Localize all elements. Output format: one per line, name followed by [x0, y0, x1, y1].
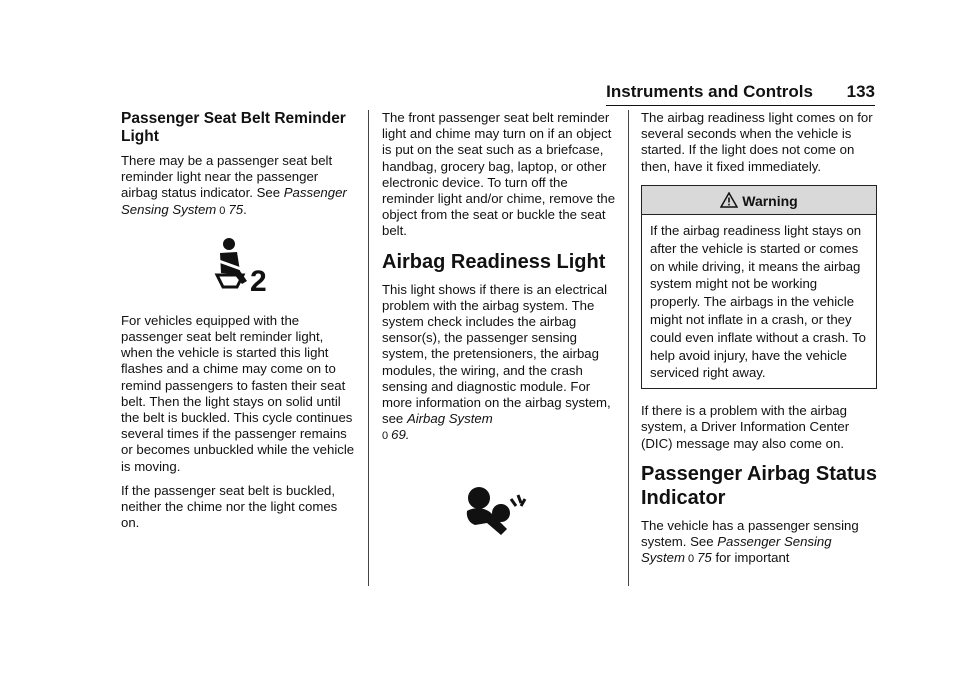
page-ref[interactable]: 75 — [697, 550, 712, 566]
paragraph-text: There may be a passenger seat belt reminder light near the passenger airbag status indicator. See — [121, 153, 333, 201]
page-number: 133 — [846, 82, 875, 101]
cross-reference-link[interactable]: Passenger Sensing System — [641, 534, 832, 566]
page-ref[interactable]: 69. — [391, 427, 410, 443]
column-2 — [382, 110, 616, 557]
paragraph: The front passenger seat belt reminder light and chime may turn on if an object is put on the seat such as a briefcase, handbag, grocery bag, laptop, or other electronic device. To turn off the reminder light and/or chime, remove the object from the seat or buckle the seat belt. — [382, 110, 616, 239]
paragraph: If there is a problem with the airbag system, a Driver Information Center (DIC) message may also come on. — [641, 403, 850, 451]
airbag-readiness-icon — [382, 485, 616, 539]
paragraph-text: This light shows if there is an electrical problem with the airbag system. The system check includes the airbag sensor(s), the passenger sensing system, the pretensioners, the airbag modules, the wiring, and the crash sensing and diagnostic module. For more information on the airbag system, see — [382, 281, 611, 427]
section-heading: Passenger Seat Belt Reminder Light — [121, 110, 346, 145]
page-ref-arrow-icon: 0 — [687, 553, 695, 566]
warning-header — [642, 186, 876, 215]
warning-box — [641, 185, 877, 389]
paragraph — [641, 518, 877, 568]
warning-text: If the airbag readiness light stays on after the vehicle is started or comes on while driving, it means the airbag system might not be working properly. The airbags in the vehicle might not inflate in a crash, or they could even inflate without a crash. To help avoid injury, have the vehicle serviced right away. — [650, 223, 867, 381]
column-3 — [641, 110, 877, 575]
section-title: Instruments and Controls — [606, 82, 813, 101]
paragraph — [121, 153, 356, 219]
paragraph-text: for important — [715, 550, 790, 566]
paragraph-text: The vehicle has a passenger sensing system. See — [641, 517, 859, 549]
seat-belt-reminder-icon — [121, 237, 356, 295]
cross-reference-link[interactable]: Airbag System — [406, 411, 493, 427]
paragraph: For vehicles equipped with the passenger seat belt reminder light, when the vehicle is started this light flashes and a chime may come on to remind passengers to fasten their seat belt. Then the light stays on solid until the belt is buckled. This cycle continues several times if the passenger remains or becomes unbuckled while the vehicle is moving. — [121, 312, 355, 474]
column-divider — [368, 110, 369, 586]
page-ref-arrow-icon: 0 — [219, 204, 226, 217]
warning-title: Warning — [742, 192, 798, 209]
page-header — [121, 82, 875, 106]
header-rule — [606, 105, 875, 106]
page-ref[interactable]: 75 — [228, 201, 244, 217]
warning-triangle-icon — [720, 192, 738, 208]
punctuation: . — [243, 201, 247, 217]
seatbelt-icon — [207, 237, 271, 295]
airbag-icon — [463, 485, 535, 539]
paragraph: If the passenger seat belt is buckled, neither the chime nor the light comes on. — [121, 482, 338, 531]
cross-reference-link[interactable]: Passenger Sensing System — [121, 185, 347, 217]
page-ref-arrow-icon: 0 — [382, 430, 389, 443]
column-1 — [121, 110, 356, 539]
paragraph: The airbag readiness light comes on for several seconds when the vehicle is started. If the light does not come on then, have it fixed immediately. — [641, 110, 873, 174]
paragraph — [382, 282, 616, 445]
section-heading: Passenger Airbag Status Indicator — [641, 462, 878, 509]
section-heading: Airbag Readiness Light — [382, 250, 606, 273]
column-divider — [628, 110, 629, 586]
icon-number-label: 2 — [249, 264, 267, 295]
